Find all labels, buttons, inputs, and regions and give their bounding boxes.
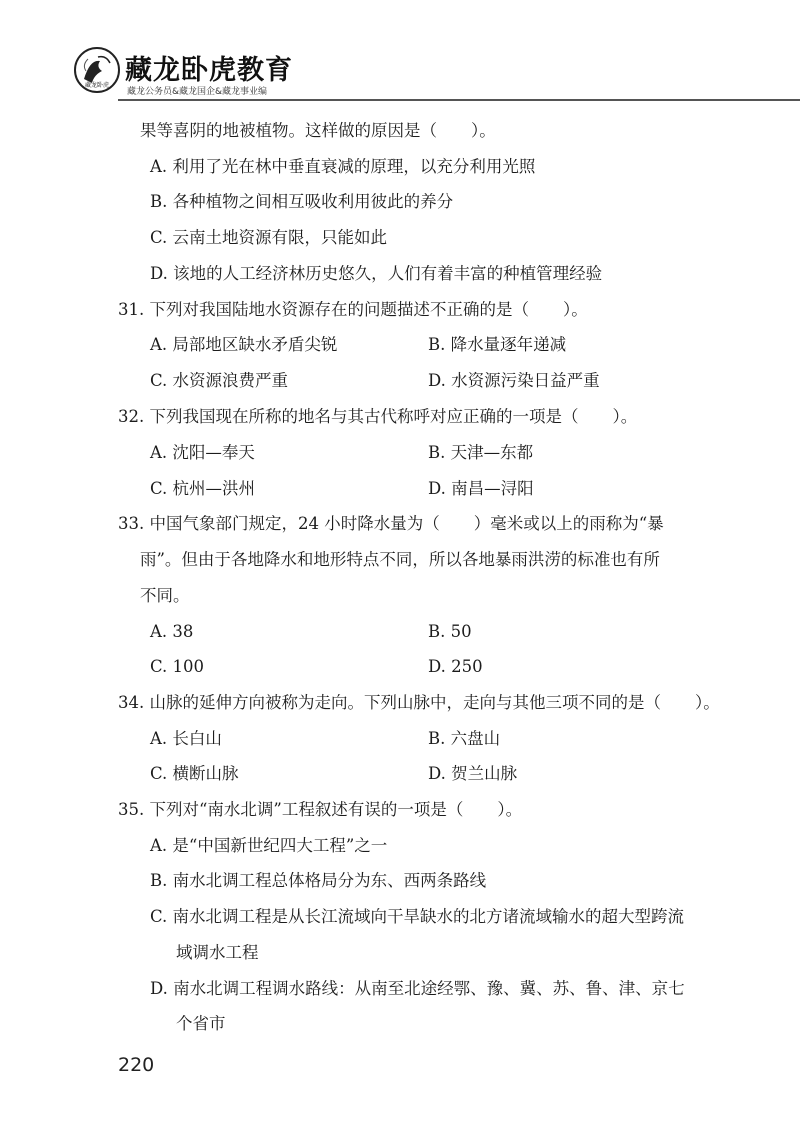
- q34-stem-before: 34. 山脉的延伸方向被称为走向。下列山脉中，走向与其他三项不同的是（: [118, 693, 661, 712]
- q33-stem-line1: [118, 512, 664, 536]
- q33-option-a: A. 38: [150, 622, 194, 641]
- q33-stem-line2: 雨”。但由于各地降水和地形特点不同，所以各地暴雨洪涝的标准也有所: [140, 550, 660, 569]
- q31-option-b: B. 降水量逐年递减: [428, 335, 567, 354]
- brand-subtitle: 藏龙公务员&藏龙国企&藏龙事业编: [127, 87, 268, 97]
- q35-option-b: B. 南水北调工程总体格局分为东、西两条路线: [150, 871, 487, 890]
- q32-stem-before: 32. 下列我国现在所称的地名与其古代称呼对应正确的一项是（: [118, 407, 579, 426]
- page-number: 220: [118, 1054, 155, 1076]
- q31-option-a: A. 局部地区缺水矛盾尖锐: [150, 335, 338, 354]
- q34-stem-after: ）。: [695, 693, 720, 712]
- q30-stem: [140, 119, 496, 143]
- q31-option-c: C. 水资源浪费严重: [150, 371, 289, 390]
- logo-text: 藏龙卧虎: [84, 82, 110, 89]
- q34-option-a: A. 长白山: [150, 729, 222, 748]
- q32-stem: [118, 405, 637, 429]
- header-divider: [118, 99, 800, 101]
- q34-option-b: B. 六盘山: [428, 729, 501, 748]
- q33-option-b: B. 50: [428, 622, 472, 641]
- q32-option-b: B. 天津—东都: [428, 443, 534, 462]
- q30-option-b: B. 各种植物之间相互吸收利用彼此的养分: [150, 192, 454, 211]
- q31-option-d: D. 水资源污染日益严重: [428, 371, 600, 390]
- q35-stem-after: ）。: [497, 800, 523, 819]
- q33-stem-line3: 不同。: [140, 586, 190, 605]
- q35-option-d-line1: D. 南水北调工程调水路线：从南至北途经鄂、豫、冀、苏、鲁、津、京七: [150, 979, 685, 998]
- q31-stem-before: 31. 下列对我国陆地水资源存在的问题描述不正确的是（: [118, 300, 529, 319]
- q30-stem-after: ）。: [471, 121, 496, 140]
- q33-stem-before: 33. 中国气象部门规定，24 小时降水量为（: [118, 514, 440, 533]
- q34-stem: [118, 691, 720, 715]
- q35-option-c-line1: C. 南水北调工程是从长江流域向干旱缺水的北方诸流域输水的超大型跨流: [150, 907, 685, 926]
- q30-stem-before: 果等喜阴的地被植物。这样做的原因是（: [140, 121, 437, 140]
- logo-icon: [74, 47, 120, 93]
- q33-option-d: D. 250: [428, 657, 483, 676]
- q35-option-d-line2: 个省市: [176, 1014, 226, 1033]
- q35-option-c-line2: 域调水工程: [176, 943, 259, 962]
- q35-stem: [118, 798, 522, 822]
- q33-option-c: C. 100: [150, 657, 205, 676]
- q32-option-c: C. 杭州—洪州: [150, 479, 256, 498]
- q34-option-d: D. 贺兰山脉: [428, 764, 518, 783]
- q30-option-c: C. 云南土地资源有限，只能如此: [150, 228, 388, 247]
- page-header: [0, 0, 800, 105]
- q32-option-a: A. 沈阳—奉天: [150, 443, 255, 462]
- q32-stem-after: ）。: [612, 407, 638, 426]
- q30-option-a: A. 利用了光在林中垂直衰减的原理，以充分利用光照: [150, 157, 536, 176]
- q33-stem-after: ）毫米或以上的雨称为“暴: [473, 514, 664, 533]
- q32-option-d: D. 南昌—浔阳: [428, 479, 534, 498]
- brand-title: 藏龙卧虎教育: [125, 55, 293, 86]
- q35-option-a: A. 是“中国新世纪四大工程”之一: [150, 836, 388, 855]
- q35-stem-before: 35. 下列对“南水北调”工程叙述有误的一项是（: [118, 800, 464, 819]
- tiger-dragon-emblem-icon: [76, 49, 118, 91]
- q30-option-d: D. 该地的人工经济林历史悠久，人们有着丰富的种植管理经验: [150, 264, 603, 283]
- q34-option-c: C. 横断山脉: [150, 764, 239, 783]
- q31-stem-after: ）。: [563, 300, 588, 319]
- q31-stem: [118, 298, 588, 322]
